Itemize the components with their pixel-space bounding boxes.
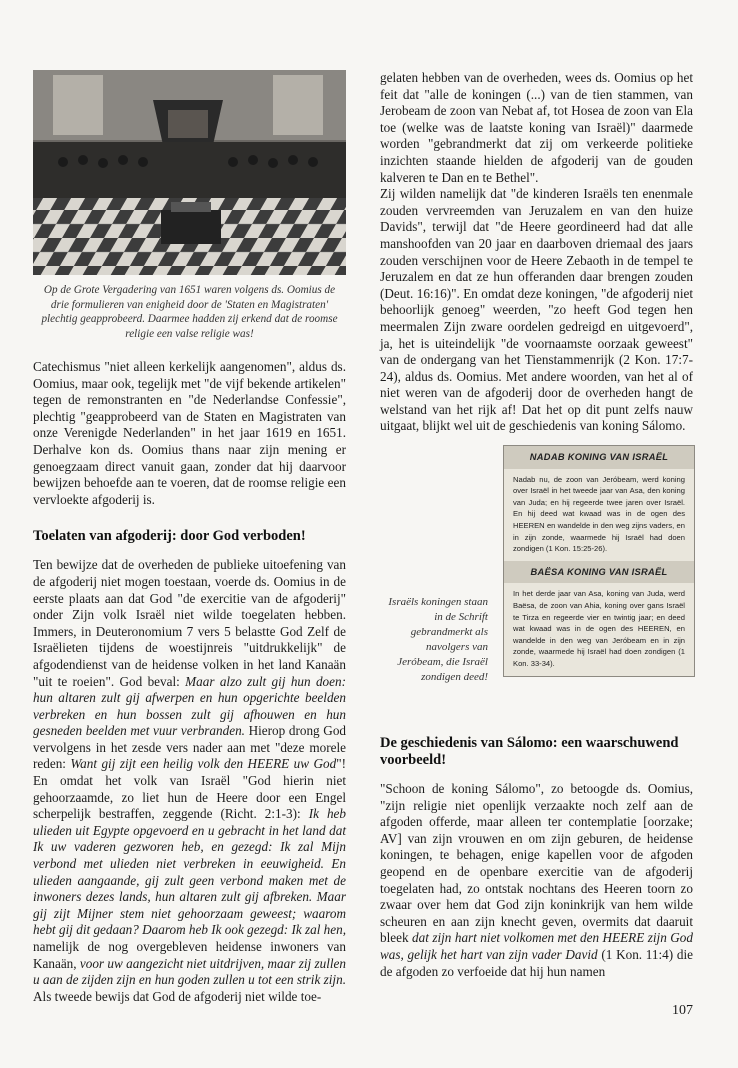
paragraph: Catechismus "niet alleen kerkelijk aangenomen", aldus ds. Oomius, maar ook, tegelijk met "de vijf bekende artikelen" tegen de remonstranten en "de Nederlandse Confessie", plechtig "geapprobeerd van de Staten en Magistraten van onze Verenigde Nederlanden" in het jaar 1619 en 1651. Derhalve kon ds. Oomius thans naar zijn mening er genoegzaam direct vanuit gaan, zonder dat hij daarvoor bewijzen behoefde aan te voeren, dat de roomse religie een vervloekte afgoderij is. [33,359,346,507]
box-text: Nadab nu, de zoon van Jeróbeam, werd koning over Israël in het tweede jaar van Asa, den koning van Juda; en hij regeerde twee jaren over Israël. En hij deed wat kwaad was in de ogen des HEEREN en wandelde in den weg zijns vaders, en in zijn zonde, waarmede hij Israël had doen zondigen (1 Kon. 15:25-26). [513,474,685,554]
side-caption: Israëls koningen staan in de Schrift gebrandmerkt als navolgers van Jeróbeam, die Israël zondigen deed! [388,596,488,684]
paragraph [380,781,693,980]
section-heading: De geschiedenis van Sálomo: een waarschuwend voorbeeld! [380,735,679,769]
left-column [33,70,346,1015]
text-run: "! En omdat het volk van Israël "God hierin niet gehoorzaamde, zo liet hun de Heere door een Engel scherpelijk bestraffen, zeggende (Richt. 2:1-3): [33,756,346,822]
text-run: Ten bewijze dat de overheden de publieke uitoefening van de afgoderij niet mogen toestaan, voerde ds. Oomius in de eerste plaats aan dat God "de exercitie van de afgoderij" onder Zijn volk Israël niet wilde toegelaten hebben. Immers, in Deuteronomium 7 vers 5 belastte God Zelf de Israëlieten tijdens de woestijnreis "uitdrukkelijk" de afgodendienst van de heidense volken in het land Kanaän "uit te roeien". God beval: [33,557,346,689]
scripture-quote: Ik heb ulieden uit Egypte opgevoerd en u gebracht in het land dat Ik uw vaderen gezworen heb, en gezegd: Ik zal Mijn verbond met ulieden niet verbreken in eeuwigheid. En ulieden aangaande, gij zult geen verbond maken met de inwoners dezes lands, hun altaren zult gij afbreken. Maar gij zijt Mijner stem niet gehoorzaam geweest; waarom hebt gij dit gedaan? Daarom heb Ik ook gezegd: Ik zal hen, [33,806,347,938]
text-run: Hierop drong God vervolgens in het zesde vers nader aan met "deze morele reden: [33,723,347,772]
text-run: (1 Kon. 11:4) die de afgoden zo verfoeide dat hij hun namen [380,947,693,979]
section-heading: Toelaten van afgoderij: door God verboden! [33,528,306,545]
sidebar-area [380,445,693,715]
historical-engraving [33,70,346,275]
right-column [380,70,693,990]
scripture-quote: dat zijn hart niet volkomen met den HEERE zijn God was, gelijk het hart van zijn vader David [380,930,693,962]
text-run: namelijk de nog overgebleven heidense inwoners van Kanaän, [33,939,346,971]
paragraph [33,557,346,1005]
info-box [503,445,695,677]
box-title: NADAB KONING VAN ISRAËL [504,446,694,469]
paragraph: Zij wilden namelijk dat "de kinderen Israëls ten enenmale zouden vervreemden van Jeruzalem en van den huize Davids", terwijl dat "de Heere geordineerd had dat alle manshoofden van 20 jaar en daarboven driemaal des jaars zouden verschijnen voor de Heere Zebaoth in de tempel te Jeruzalem en dat ze hun offeranden daar brengen zouden (Deut. 16:16)". En omdat deze koningen, "de afgoderij niet behoorlijk genoeg" weerden, "zo heeft God tegen hen meermalen Zijn zware oordelen gedreigd en uitgevoerd", ja, het is uiteindelijk "de voornaamste oorzaak geweest" van de ondergang van het Tienstammenrijk (2 Kon. 17:7-24), aldus ds. Oomius. Met andere woorden, van het al of niet weren van de afgoderij door de overheden hangt de welstand van het rijk af! Dat het op dit punt zelfs nauw uitgaat, blijkt wel uit de geschiedenis van koning Sálomo. [380,186,693,434]
paragraph: gelaten hebben van de overheden, wees ds. Oomius op het feit dat "alle de koningen (...) van de tien stammen, van Jerobeam de zoon van Nebat af, tot Hosea de zoon van Ela toe (welke was de laatste koning van Israël)" daarmede worden "gebrandmerkt dat zij om verkeerde politieke inzichten staande hielden de afgoderij van de gouden kalveren te Dan en te Bethel". [380,70,693,185]
text-run: Als tweede bewijs dat God de afgoderij niet wilde toe- [33,988,322,1004]
page-number: 107 [672,1003,693,1018]
assembly-hall-illustration [33,70,346,275]
figure-caption: Op de Grote Vergadering van 1651 waren volgens ds. Oomius de drie formulieren van enigheid door de 'Staten en Magistraten' plechtig geapprobeerd. Daarmee hadden zij erkend dat de roomse religie een valse religie was! [41,284,338,340]
text-run: "Schoon de koning Sálomo", zo betoogde ds. Oomius, "zijn religie niet openlijk verzaakte noch zelf aan de afgoden offerde, maar alleen ter contemplatie [oorzake; AV] van zijn vrouwen en om zijn geburen, de heidense koningen, te behagen, enige kapellen voor de afgoden geopend en de openbare exercitie van de afgoderij toegelaten had, zo ontstak nochtans des Heeren toorn zo zwaar over hem dat God zijn koninkrijk van hem wilde scheuren en aan zijn knecht geven, overmits dat daaruit bleek [380,781,693,946]
scripture-quote: voor uw aangezicht niet uitdrijven, maar zij zullen u aan de zijden zijn en hun goden zullen u tot een strik zijn. [33,955,346,988]
scripture-quote: Maar alzo zult gij hun doen: hun altaren zult gij afwerpen en hun opgerichte beelden verbreken en hun bossen zult gij afhouwen en hun gesneden beelden met vuur verbranden. [33,673,346,739]
scripture-quote: Want gij zijt een heilig volk den HEERE uw God [70,756,337,772]
box-title: BAËSA KONING VAN ISRAËL [504,561,694,584]
box-text: In het derde jaar van Asa, koning van Juda, werd Baësa, de zoon van Ahia, koning over gans Israël te Tirza en regeerde vier en twintig jaar; en deed wat kwaad was in de ogen des HEEREN, en wandelde in den weg van Jeróbeam en in zijn zonde, waarmede hij Israël had doen zondigen (1 Kon. 33-34). [513,589,685,668]
